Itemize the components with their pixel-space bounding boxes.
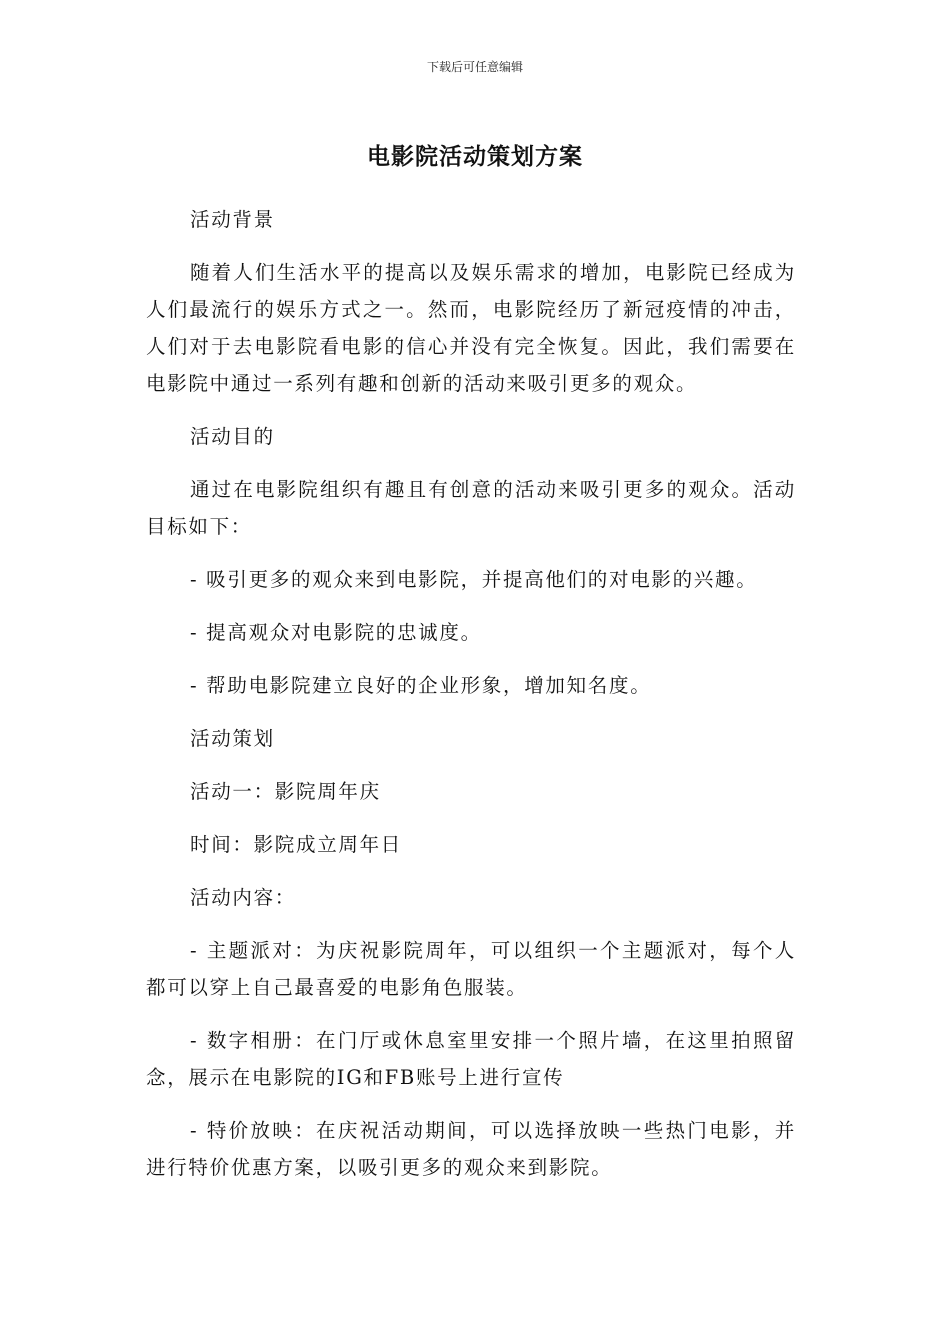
list-item-theme-party: - 主题派对：为庆祝影院周年，可以组织一个主题派对，每个人都可以穿上自己最喜爱的电影角色服装。 <box>146 939 796 999</box>
header-note: 下载后可任意编辑 <box>426 60 523 74</box>
paragraph-background: 随着人们生活水平的提高以及娱乐需求的增加，电影院已经成为人们最流行的娱乐方式之一。然而，电影院经历了新冠疫情的冲击，人们对于去电影院看电影的信心并没有完全恢复。因此，我们需要在电影院中通过一系列有趣和创新的活动来吸引更多的观众。 <box>146 261 796 395</box>
list-item-special-screening: - 特价放映：在庆祝活动期间，可以选择放映一些热门电影，并进行特价优惠方案，以吸引更多的观众来到影院。 <box>146 1119 796 1179</box>
activity-one-time: 时间：影院成立周年日 <box>190 833 403 856</box>
list-item-digital-album: - 数字相册：在门厅或休息室里安排一个照片墙，在这里拍照留念，展示在电影院的IG和FB账号上进行宣传 <box>146 1029 796 1089</box>
list-item-goal-2: - 提高观众对电影院的忠诚度。 <box>190 621 482 644</box>
document-title: 电影院活动策划方案 <box>367 144 583 170</box>
activity-one-content-label: 活动内容： <box>190 886 297 909</box>
list-item-goal-1: - 吸引更多的观众来到电影院，并提高他们的对电影的兴趣。 <box>190 568 758 591</box>
section-heading-background: 活动背景 <box>190 208 275 231</box>
paragraph-purpose: 通过在电影院组织有趣且有创意的活动来吸引更多的观众。活动目标如下： <box>146 478 796 538</box>
list-item-goal-3: - 帮助电影院建立良好的企业形象，增加知名度。 <box>190 674 652 697</box>
document-body <box>146 201 796 1202</box>
section-heading-planning: 活动策划 <box>190 727 275 750</box>
section-heading-purpose: 活动目的 <box>190 425 275 448</box>
activity-one-title: 活动一：影院周年庆 <box>190 780 381 803</box>
